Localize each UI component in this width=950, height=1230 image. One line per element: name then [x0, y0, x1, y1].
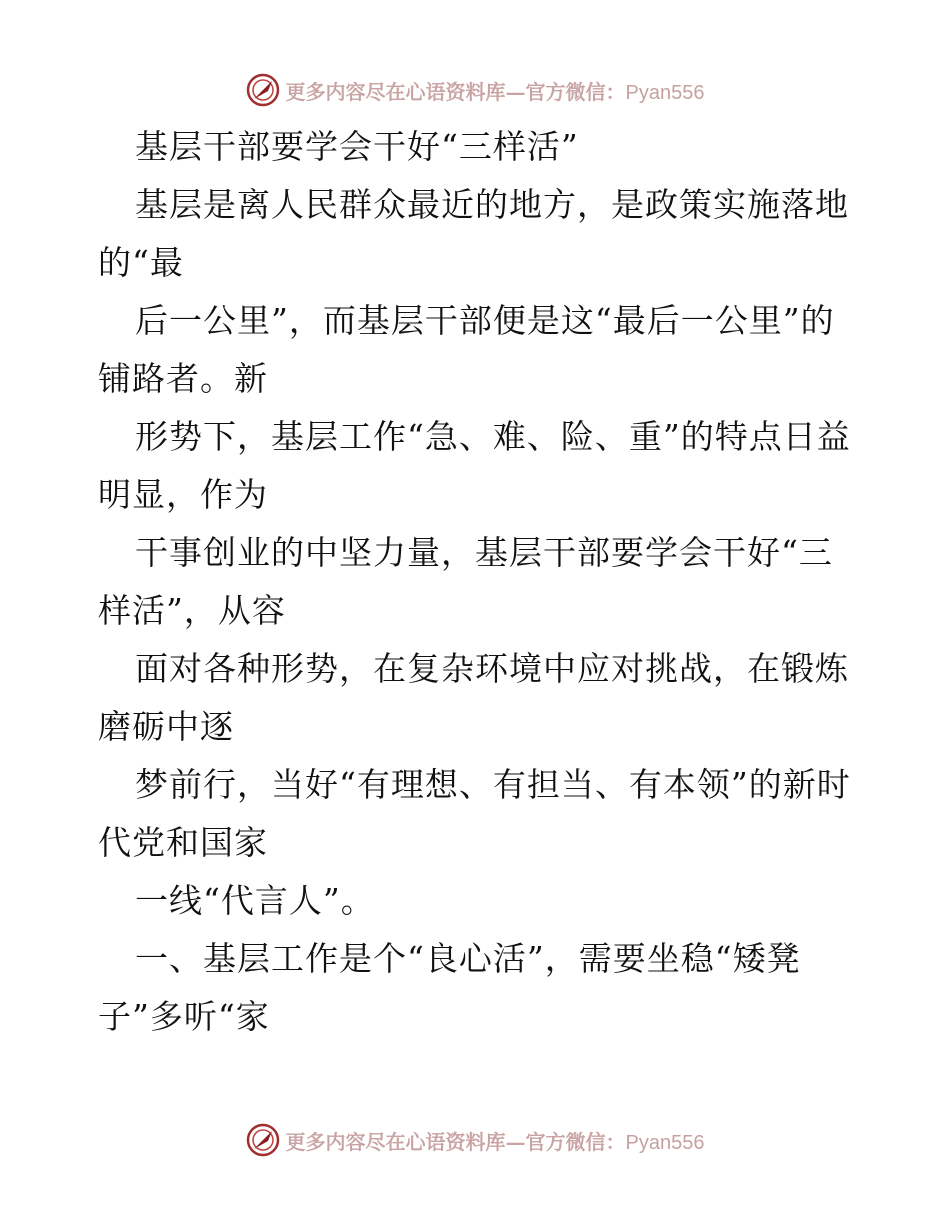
document-body	[98, 118, 858, 1046]
quill-logo-icon	[246, 1123, 280, 1157]
paragraph-title: 基层干部要学会干好“三样活”	[135, 127, 579, 166]
watermark-id: Pyan556	[625, 81, 705, 104]
watermark-text: 更多内容尽在心语资料库—官方微信：Pyan556	[285, 1129, 705, 1154]
footer-watermark	[0, 1120, 950, 1160]
header-watermark	[0, 70, 950, 110]
watermark-text: 更多内容尽在心语资料库—官方微信：Pyan556	[285, 79, 705, 104]
paragraph: 面对各种形势，在复杂环境中应对挑战，在锻炼磨砺中逐	[98, 649, 849, 746]
paragraph: 形势下，基层工作“急、难、险、重”的特点日益明显，作为	[98, 417, 851, 514]
paragraph: 基层是离人民群众最近的地方，是政策实施落地的“最	[98, 185, 849, 282]
paragraph: 干事创业的中坚力量，基层干部要学会干好“三样活”，从容	[98, 533, 833, 630]
paragraph-heading: 一、基层工作是个“良心活”，需要坐稳“矮凳子”多听“家	[98, 939, 801, 1036]
paragraph: 梦前行，当好“有理想、有担当、有本领”的新时代党和国家	[98, 765, 851, 862]
quill-logo-icon	[246, 73, 280, 107]
paragraph: 一线“代言人”。	[135, 881, 375, 920]
watermark-id: Pyan556	[625, 1131, 705, 1154]
paragraph: 后一公里”，而基层干部便是这“最后一公里”的铺路者。新	[98, 301, 835, 398]
